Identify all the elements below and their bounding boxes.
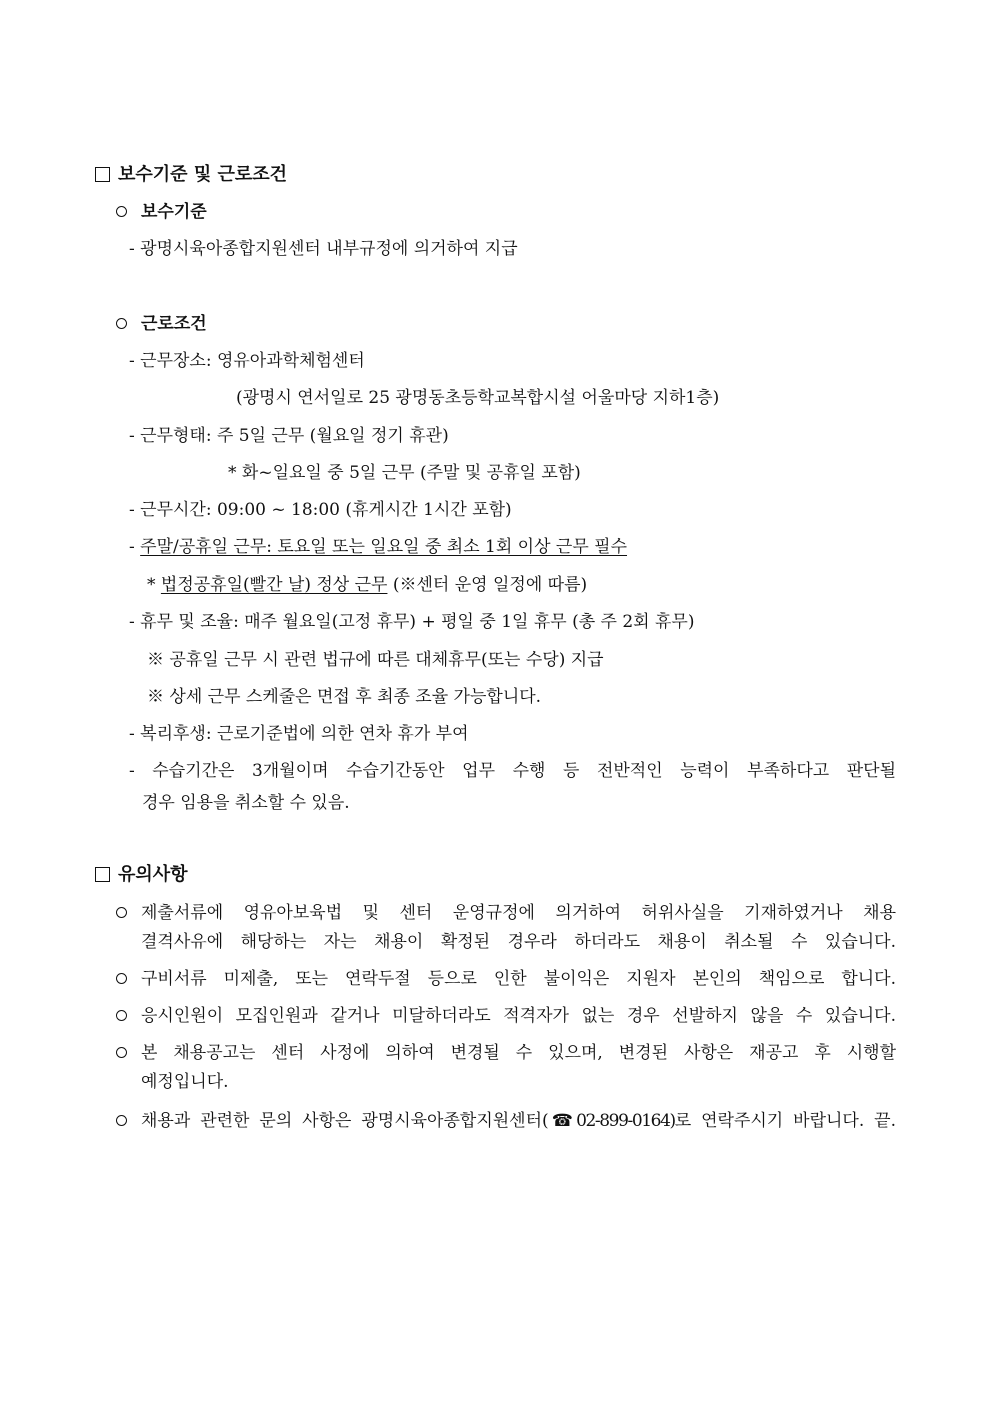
- work-hours: - 근무시간: 09:00 ~ 18:00 (휴게시간 1시간 포함): [129, 500, 512, 520]
- work-probation-line-1: - 수습기간은 3개월이며 수습기간동안 업무 수행 등 전반적인 능력이 부족하다고 판단될: [129, 761, 896, 781]
- note-item-5-after: 로 연락주시기 바랍니다. 끝.: [674, 1111, 896, 1131]
- work-off-note-1: ※ 공휴일 근무 시 관련 법규에 따른 대체휴무(또는 수당) 지급: [147, 650, 604, 670]
- work-place-address: (광명시 연서일로 25 광명동초등학교복합시설 어울마당 지하1층): [236, 388, 720, 408]
- note-item-5: [141, 1110, 896, 1132]
- note-item-1-bullet: [116, 902, 141, 924]
- checkbox-square-icon: [95, 167, 110, 182]
- work-holiday-underlined: 법정공휴일(빨간 날) 정상 근무: [160, 575, 388, 595]
- section-heading-notes-text: 유의사항: [118, 864, 188, 885]
- work-holiday: [147, 574, 587, 596]
- work-probation-line-2: 경우 임용을 취소할 수 있음.: [142, 793, 350, 813]
- work-holiday-rest: (※센터 운영 일정에 따름): [387, 575, 588, 595]
- pay-item: - 광명시육아종합지원센터 내부규정에 의거하여 지급: [129, 239, 518, 259]
- subheading-work-text: 근로조건: [141, 314, 207, 334]
- circle-bullet-icon: [116, 973, 127, 984]
- note-item-4-line-1: 본 채용공고는 센터 사정에 의하여 변경될 수 있으며, 변경된 사항은 재공고 후 시행할: [141, 1043, 896, 1063]
- work-place: - 근무장소: 영유아과학체험센터: [129, 351, 365, 371]
- circle-bullet-icon: [116, 206, 127, 217]
- note-item-3: 응시인원이 모집인원과 같거나 미달하더라도 적격자가 없는 경우 선발하지 않을 수 있습니다.: [141, 1006, 896, 1026]
- work-weekend-text: 주말/공휴일 근무: 토요일 또는 일요일 중 최소 1회 이상 근무 필수: [140, 537, 628, 557]
- note-item-2-bullet: [116, 968, 141, 990]
- note-item-5-phone: (☎02-899-0164): [542, 1111, 675, 1131]
- section-heading-pay: [95, 164, 287, 186]
- note-item-4-line-2: 예정입니다.: [141, 1072, 229, 1092]
- section-heading-notes: [95, 864, 188, 886]
- work-form: - 근무형태: 주 5일 근무 (월요일 정기 휴관): [129, 426, 449, 446]
- note-item-1-line-2: 결격사유에 해당하는 자는 채용이 확정된 경우라 하더라도 채용이 취소될 수 있습니다.: [141, 932, 896, 952]
- work-weekend: [129, 536, 627, 558]
- work-off: - 휴무 및 조율: 매주 월요일(고정 휴무) + 평일 중 1일 휴무 (총 주 2회 휴무): [129, 612, 695, 632]
- work-holiday-star: *: [147, 575, 161, 595]
- subheading-work: [116, 313, 207, 335]
- note-item-1-line-1: 제출서류에 영유아보육법 및 센터 운영규정에 의거하여 허위사실을 기재하였거나 채용: [141, 903, 896, 923]
- note-item-2: 구비서류 미제출, 또는 연락두절 등으로 인한 불이익은 지원자 본인의 책임으로 합니다.: [141, 969, 896, 989]
- circle-bullet-icon: [116, 1047, 127, 1058]
- work-off-note-2: ※ 상세 근무 스케줄은 면접 후 최종 조율 가능합니다.: [147, 687, 542, 707]
- subheading-pay: [116, 201, 207, 223]
- work-form-note: * 화~일요일 중 5일 근무 (주말 및 공휴일 포함): [228, 463, 581, 483]
- note-item-5-before: 채용과 관련한 문의 사항은 광명시육아종합지원센터: [141, 1111, 543, 1131]
- work-welfare: - 복리후생: 근로기준법에 의한 연차 휴가 부여: [129, 724, 469, 744]
- circle-bullet-icon: [116, 1115, 127, 1126]
- note-item-5-bullet: [116, 1110, 141, 1132]
- note-item-4-bullet: [116, 1042, 141, 1064]
- circle-bullet-icon: [116, 1010, 127, 1021]
- checkbox-square-icon: [95, 867, 110, 882]
- circle-bullet-icon: [116, 318, 127, 329]
- subheading-pay-text: 보수기준: [141, 202, 207, 222]
- circle-bullet-icon: [116, 907, 127, 918]
- work-weekend-dash: -: [129, 537, 141, 557]
- section-heading-pay-text: 보수기준 및 근로조건: [118, 164, 288, 185]
- note-item-3-bullet: [116, 1005, 141, 1027]
